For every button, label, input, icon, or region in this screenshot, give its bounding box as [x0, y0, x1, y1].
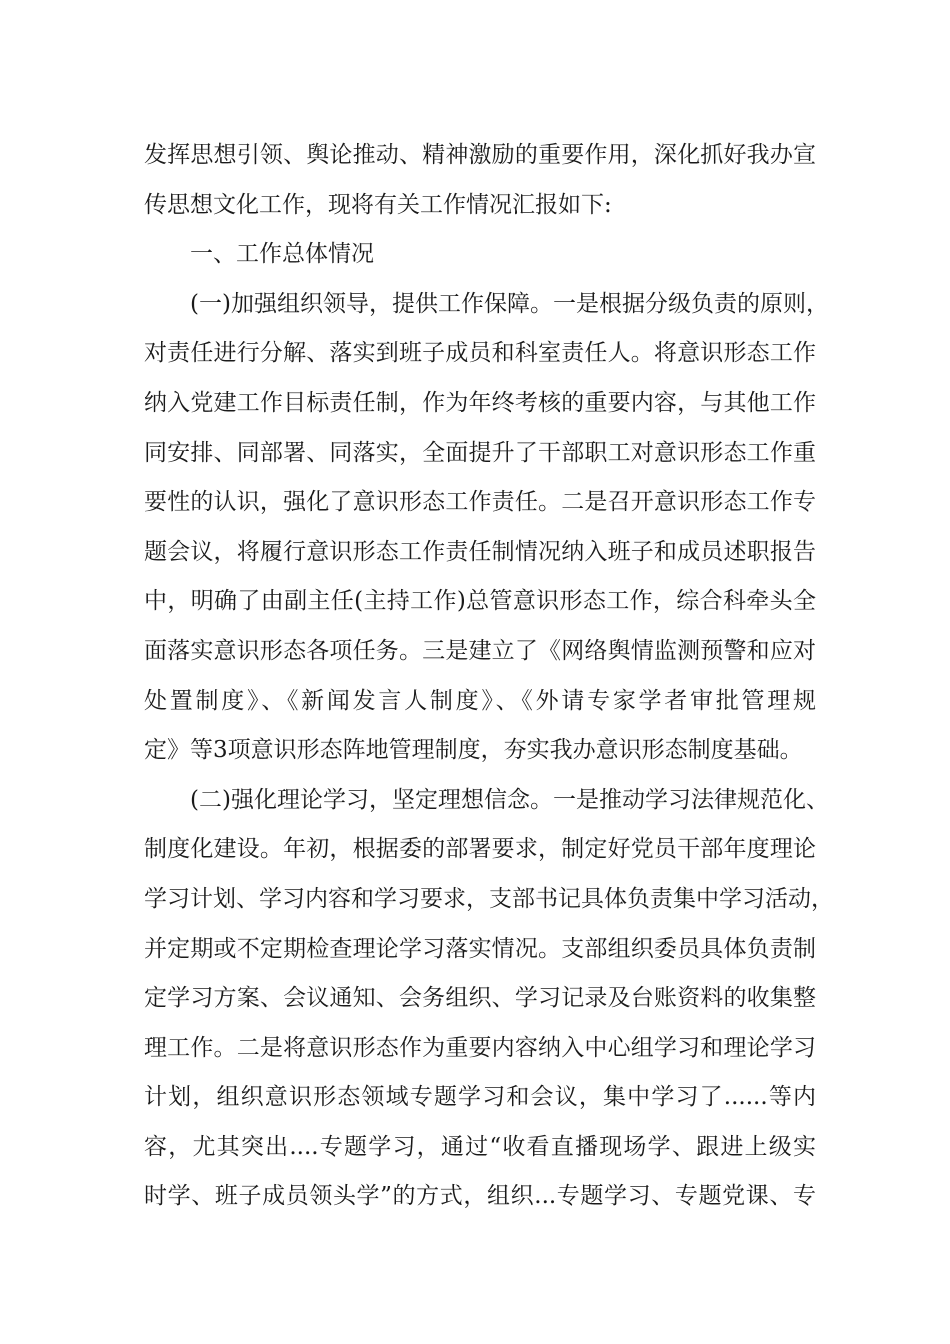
- text-line: 容，尤其突出....专题学习，通过“收看直播现场学、跟进上级实: [144, 1133, 816, 1160]
- text-line: 对责任进行分解、落实到班子成员和科室责任人。将意识形态工作: [144, 340, 816, 367]
- text-line: 计划，组织意识形态领域专题学习和会议，集中学习了......等内: [144, 1084, 816, 1111]
- document-body: [144, 131, 834, 1222]
- text-line: 并定期或不定期检查理论学习落实情况。支部组织委员具体负责制: [144, 935, 816, 962]
- text-line: 中，明确了由副主任(主持工作)总管意识形态工作，综合科牵头全: [144, 588, 816, 615]
- text-line: 时学、班子成员领头学”的方式，组织...专题学习、专题党课、专: [144, 1183, 816, 1210]
- text-line: 题会议，将履行意识形态工作责任制情况纳入班子和成员述职报告: [144, 538, 816, 565]
- text-line: 学习计划、学习内容和学习要求，支部书记具体负责集中学习活动，: [144, 885, 834, 912]
- text-line: 纳入党建工作目标责任制，作为年终考核的重要内容，与其他工作: [144, 389, 816, 416]
- text-line: 要性的认识，强化了意识形态工作责任。二是召开意识形态工作专: [144, 489, 816, 516]
- text-line: 传思想文化工作，现将有关工作情况汇报如下:: [144, 191, 612, 218]
- text-line: 发挥思想引领、舆论推动、精神激励的重要作用，深化抓好我办宣: [144, 142, 816, 168]
- text-line: (二)强化理论学习，坚定理想信念。一是推动学习法律规范化、: [190, 786, 829, 813]
- text-line: 一、工作总体情况: [190, 241, 374, 268]
- text-line: 处置制度》、《新闻发言人制度》、《外请专家学者审批管理规: [144, 687, 816, 714]
- text-line: 定学习方案、会议通知、会务组织、学习记录及台账资料的收集整: [144, 985, 816, 1012]
- text-line: 定》等3项意识形态阵地管理制度，夯实我办意识形态制度基础。: [144, 737, 803, 764]
- text-line: 制度化建设。年初，根据委的部署要求，制定好党员干部年度理论: [144, 836, 816, 863]
- text-line: (一)加强组织领导，提供工作保障。一是根据分级负责的原则，: [190, 290, 829, 317]
- text-line: 理工作。二是将意识形态作为重要内容纳入中心组学习和理论学习: [144, 1034, 816, 1061]
- text-line: 同安排、同部署、同落实，全面提升了干部职工对意识形态工作重: [144, 439, 816, 466]
- text-line: 面落实意识形态各项任务。三是建立了《网络舆情监测预警和应对: [144, 637, 816, 664]
